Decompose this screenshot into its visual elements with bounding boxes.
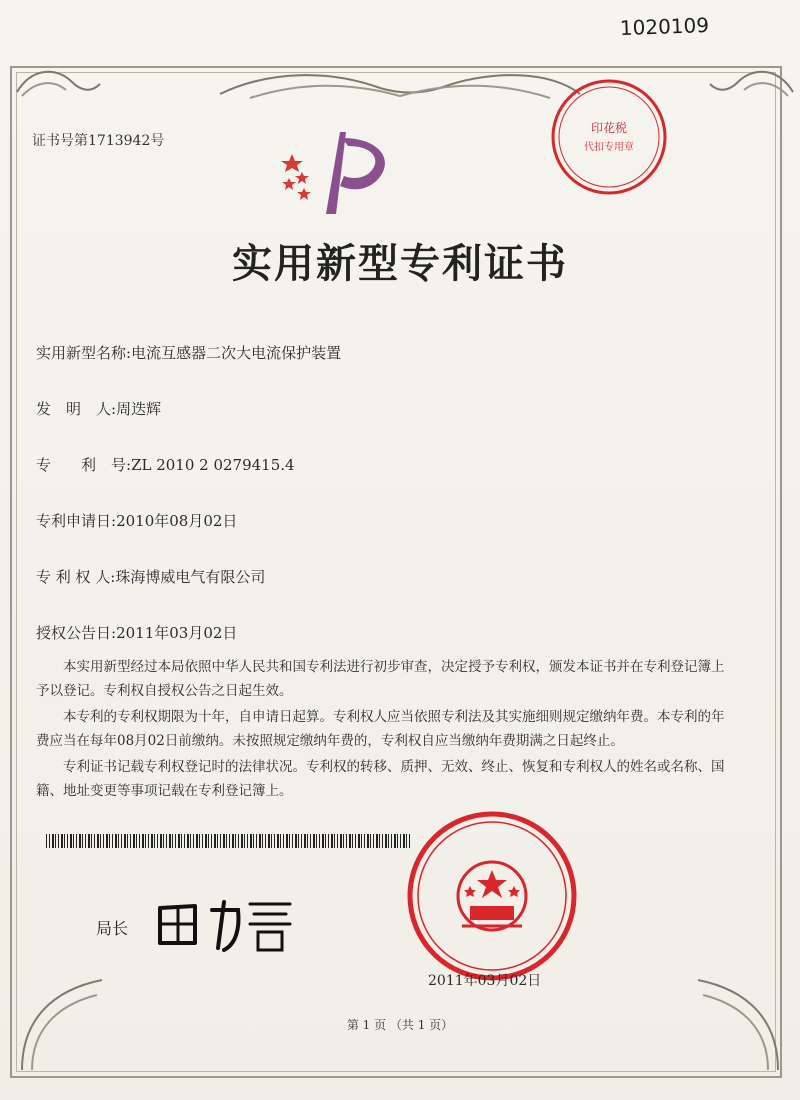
field-grant-date: [36, 622, 237, 643]
top-right-ornament: [708, 62, 798, 102]
field-value: 珠海博威电气有限公司: [115, 568, 266, 586]
field-value: ZL 2010 2 0279415.4: [131, 456, 295, 474]
svg-text:代扣专用章: 代扣专用章: [584, 142, 634, 153]
page-number: 第 1 页 （共 1 页）: [346, 1018, 454, 1032]
field-value: 2010年08月02日: [116, 512, 238, 530]
certificate-title: 实用新型专利证书: [232, 240, 568, 287]
field-patent-number: [36, 454, 295, 475]
tax-stamp-seal: [548, 76, 670, 198]
patent-office-logo: [274, 120, 399, 220]
office-official-seal: [404, 808, 580, 984]
svg-text:印花税: 印花税: [590, 121, 628, 135]
field-application-date: [36, 510, 237, 531]
certificate-body-text: [36, 655, 726, 805]
field-value: 电流互感器二次大电流保护装置: [131, 344, 342, 362]
field-value: 周迭辉: [116, 400, 162, 418]
seal-date: 2011年03月02日: [428, 973, 542, 989]
director-label: 局长: [96, 919, 129, 938]
barcode: [46, 834, 412, 848]
paragraph: 本实用新型经过本局依照中华人民共和国专利法进行初步审查，决定授予专利权，颁发本证书并在专利登记簿上予以登记。专利权自授权公告之日起生效。: [36, 659, 725, 699]
field-label: 发 明 人:: [36, 400, 117, 418]
paragraph: 专利证书记载专利权登记时的法律状况。专利权的转移、质押、无效、终止、恢复和专利权人的姓名或名称、国籍、地址变更等事项记载在专利登记簿上。: [36, 759, 725, 799]
field-label: 专 利 号:: [36, 456, 132, 474]
director-signature: [150, 888, 300, 958]
field-label: 实用新型名称:: [36, 344, 132, 362]
field-patentee: [36, 566, 265, 587]
field-inventor: [36, 398, 161, 419]
certificate-number: 证书号第1713942号: [32, 133, 165, 149]
field-label: 专 利 权 人:: [36, 568, 116, 586]
field-label: 授权公告日:: [36, 624, 117, 642]
top-left-ornament: [12, 62, 102, 102]
paragraph: 本专利的专利权期限为十年，自申请日起算。专利权人应当依照专利法及其实施细则规定缴纳年费。本专利的年费应当在每年08月02日前缴纳。未按照规定缴纳年费的，专利权自应当缴纳年费期满之日起终止。: [36, 709, 725, 749]
field-label: 专利申请日:: [36, 512, 117, 530]
field-utility-model-name: [36, 342, 341, 363]
top-center-ornament: [210, 60, 590, 106]
handwritten-note: 1020109: [619, 12, 710, 41]
field-value: 2011年03月02日: [116, 624, 238, 642]
